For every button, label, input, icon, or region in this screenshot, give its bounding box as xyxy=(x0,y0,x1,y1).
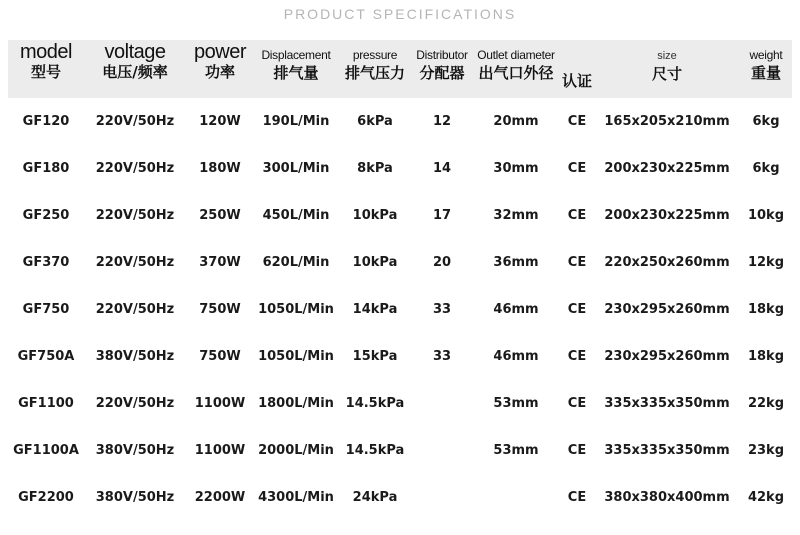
cell-size: 200x230x225mm xyxy=(604,208,730,223)
cell-weight: 22kg xyxy=(747,396,785,411)
table-row xyxy=(8,239,792,286)
cell-power: 750W xyxy=(199,349,241,364)
cell-pressure: 14.5kPa xyxy=(345,396,405,411)
cell-voltage: 220V/50Hz xyxy=(95,208,175,223)
cell-weight: 6kg xyxy=(752,161,780,176)
cell-distributor: 12 xyxy=(432,114,452,129)
cell-outlet-diameter: 53mm xyxy=(493,443,539,458)
cell-outlet-diameter: 32mm xyxy=(493,208,539,223)
spec-table xyxy=(8,40,792,521)
cell-model: GF180 xyxy=(22,161,70,176)
cell-pressure: 6kPa xyxy=(357,114,393,129)
column-header-displacement xyxy=(254,40,338,98)
cell-pressure: 15kPa xyxy=(352,349,398,364)
cell-voltage: 380V/50Hz xyxy=(95,443,175,458)
cell-power: 1100W xyxy=(194,396,246,411)
cell-pressure: 14kPa xyxy=(352,302,398,317)
cell-model: GF1100 xyxy=(18,396,74,411)
cell-distributor: 17 xyxy=(432,208,452,223)
cell-weight: 42kg xyxy=(747,490,785,505)
table-body xyxy=(8,98,792,521)
cell-model: GF750A xyxy=(17,349,75,364)
column-header-zh: 出气口外径 xyxy=(478,64,554,82)
cell-model: GF370 xyxy=(22,255,70,270)
cell-displacement: 620L/Min xyxy=(262,255,330,270)
cell-outlet-diameter: 46mm xyxy=(493,349,539,364)
cell-model: GF750 xyxy=(22,302,70,317)
cell-distributor: 33 xyxy=(432,349,452,364)
column-header-en: weight xyxy=(749,48,783,62)
table-row xyxy=(8,286,792,333)
header-row xyxy=(8,40,792,98)
cell-size: 220x250x260mm xyxy=(604,255,730,270)
table-row xyxy=(8,427,792,474)
cell-pressure: 10kPa xyxy=(352,208,398,223)
cell-certification: CE xyxy=(567,490,587,505)
cell-certification: CE xyxy=(567,161,587,176)
column-header-en: Displacement xyxy=(261,48,331,62)
column-header-power xyxy=(186,40,254,98)
cell-displacement: 2000L/Min xyxy=(258,443,334,458)
table-row xyxy=(8,192,792,239)
cell-weight: 6kg xyxy=(752,114,780,129)
cell-power: 370W xyxy=(199,255,241,270)
column-header-distributor xyxy=(412,40,472,98)
column-header-zh: 功率 xyxy=(204,63,235,81)
cell-model: GF2200 xyxy=(18,490,74,505)
column-header-zh: 尺寸 xyxy=(651,65,682,83)
column-header-en: Outlet diameter xyxy=(477,48,555,62)
cell-size: 230x295x260mm xyxy=(604,302,730,317)
column-header-en: voltage xyxy=(104,41,166,63)
cell-displacement: 1050L/Min xyxy=(258,302,334,317)
column-header-voltage xyxy=(84,40,186,98)
cell-model: GF120 xyxy=(22,114,70,129)
table-row xyxy=(8,380,792,427)
cell-power: 2200W xyxy=(194,490,246,505)
table-row xyxy=(8,98,792,145)
cell-certification: CE xyxy=(567,443,587,458)
cell-size: 230x295x260mm xyxy=(604,349,730,364)
cell-distributor: 14 xyxy=(432,161,452,176)
column-header-certification xyxy=(560,40,594,98)
cell-size: 165x205x210mm xyxy=(604,114,730,129)
cell-power: 750W xyxy=(199,302,241,317)
cell-outlet-diameter: 36mm xyxy=(493,255,539,270)
column-header-en: size xyxy=(657,50,677,62)
cell-weight: 23kg xyxy=(747,443,785,458)
column-header-en: model xyxy=(20,41,72,63)
cell-distributor: 20 xyxy=(432,255,452,270)
cell-power: 120W xyxy=(199,114,241,129)
cell-pressure: 24kPa xyxy=(352,490,398,505)
table-row xyxy=(8,145,792,192)
cell-distributor xyxy=(412,427,472,474)
column-header-zh: 排气量 xyxy=(273,64,319,82)
cell-pressure: 14.5kPa xyxy=(345,443,405,458)
cell-voltage: 380V/50Hz xyxy=(95,490,175,505)
cell-size: 380x380x400mm xyxy=(604,490,730,505)
cell-certification: CE xyxy=(567,349,587,364)
cell-weight: 10kg xyxy=(747,208,785,223)
cell-distributor: 33 xyxy=(432,302,452,317)
cell-voltage: 220V/50Hz xyxy=(95,302,175,317)
cell-displacement: 300L/Min xyxy=(262,161,330,176)
cell-certification: CE xyxy=(567,208,587,223)
column-header-en: Distributor xyxy=(416,48,468,62)
table-row xyxy=(8,333,792,380)
cell-displacement: 1050L/Min xyxy=(258,349,334,364)
cell-displacement: 1800L/Min xyxy=(258,396,334,411)
cell-voltage: 220V/50Hz xyxy=(95,161,175,176)
column-header-zh: 型号 xyxy=(30,63,61,81)
cell-model: GF250 xyxy=(22,208,70,223)
cell-certification: CE xyxy=(567,255,587,270)
column-header-zh: 重量 xyxy=(750,64,781,82)
cell-voltage: 220V/50Hz xyxy=(95,114,175,129)
cell-weight: 18kg xyxy=(747,349,785,364)
cell-power: 250W xyxy=(199,208,241,223)
cell-outlet-diameter: 46mm xyxy=(493,302,539,317)
cell-size: 200x230x225mm xyxy=(604,161,730,176)
cell-weight: 12kg xyxy=(747,255,785,270)
page-title: PRODUCT SPECIFICATIONS xyxy=(283,6,517,22)
cell-outlet-diameter: 30mm xyxy=(493,161,539,176)
column-header-size xyxy=(594,40,740,98)
cell-size: 335x335x350mm xyxy=(604,396,730,411)
column-header-weight xyxy=(740,40,792,98)
column-header-model xyxy=(8,40,84,98)
table-row xyxy=(8,474,792,521)
cell-voltage: 220V/50Hz xyxy=(95,255,175,270)
cell-power: 180W xyxy=(199,161,241,176)
column-header-zh: 排气压力 xyxy=(344,64,405,82)
cell-displacement: 450L/Min xyxy=(262,208,330,223)
cell-displacement: 190L/Min xyxy=(262,114,330,129)
cell-size: 335x335x350mm xyxy=(604,443,730,458)
cell-pressure: 8kPa xyxy=(357,161,393,176)
column-header-pressure xyxy=(338,40,412,98)
column-header-en xyxy=(560,49,594,69)
cell-outlet-diameter xyxy=(472,474,560,521)
cell-displacement: 4300L/Min xyxy=(258,490,334,505)
cell-distributor xyxy=(412,380,472,427)
cell-certification: CE xyxy=(567,302,587,317)
cell-distributor xyxy=(412,474,472,521)
column-header-zh: 分配器 xyxy=(419,64,465,82)
column-header-outlet-diameter xyxy=(472,40,560,98)
cell-model: GF1100A xyxy=(13,443,79,458)
column-header-en: pressure xyxy=(352,48,398,62)
cell-voltage: 380V/50Hz xyxy=(95,349,175,364)
cell-outlet-diameter: 53mm xyxy=(493,396,539,411)
cell-voltage: 220V/50Hz xyxy=(95,396,175,411)
cell-power: 1100W xyxy=(194,443,246,458)
column-header-zh: 电压/频率 xyxy=(102,63,168,81)
cell-outlet-diameter: 20mm xyxy=(493,114,539,129)
cell-pressure: 10kPa xyxy=(352,255,398,270)
cell-certification: CE xyxy=(567,396,587,411)
column-header-en: power xyxy=(194,41,246,63)
cell-weight: 18kg xyxy=(747,302,785,317)
column-header-zh: 认证 xyxy=(561,72,592,90)
cell-certification: CE xyxy=(567,114,587,129)
